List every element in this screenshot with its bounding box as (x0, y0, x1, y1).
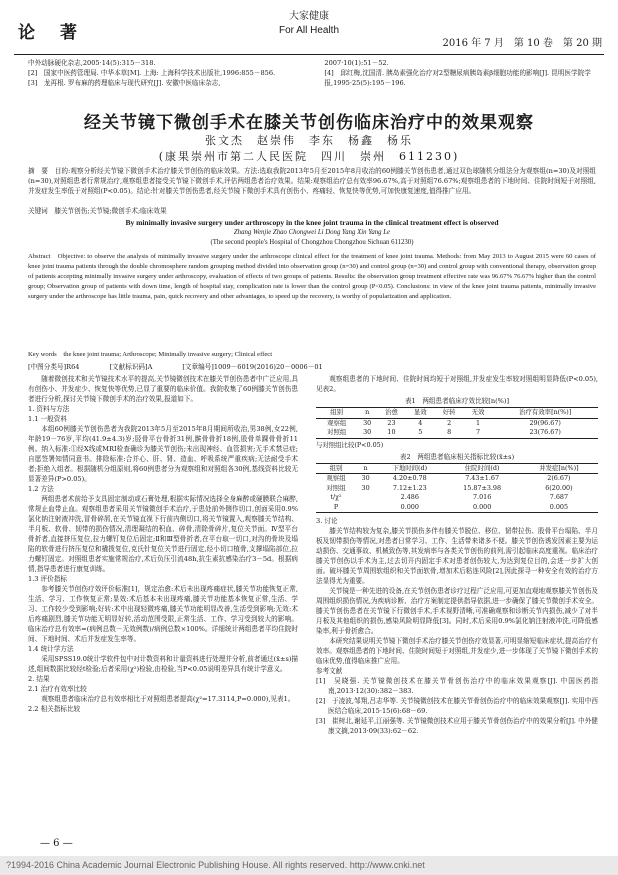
table-row (316, 418, 598, 428)
table-row (316, 503, 598, 513)
table-cell: 30 (361, 483, 370, 492)
paragraph: 膝关节结构较为复杂,膝关节损伤多伴有膝关节脱位、移位、韧带拉伤、股骨平台塌陷、半月板及韧带损伤等情况,对患者日常学习、工作、生活带来诸多不便。膝关节创伤诱发因素主要为运动损伤、交通事故、机械致伤等,其发病率与各类关节创伤的前列,需引起临床高度重视。临床治疗膝关节创伤以手术为主,过去切开内固定手术对患者创伤较大,为达到复位目的,会进一步扩大创面。破坏膝关节周围软组织和关节面软骨,增加术后粘连风险[2],因此探寻一种安全有效的治疗方法显得尤为重要。 (316, 527, 598, 585)
issue-info: 2016 年 7 月 第 10 卷 第 20 期 (442, 38, 602, 49)
section-heading: 3. 讨论 (316, 517, 338, 525)
paragraph: 参考膝关节创伤疗效评价标准[1]，规定治愈:术后未出现疼痛症状,膝关节功能恢复正常,生活、学习、工作恢复正常;显效:术后基本未出现疼痛,膝关节功能基本恢复正常,生活、学习、工作较少受到影响;好转:术中出现轻微疼痛,膝关节功能明显改善,生活受到影响;无效:术后疼痛剧烈,膝关节功能无明显好转,活动范围受限,正常生活、工作、学习受到较大的影响。临床治疗总有效率=(病例总数－无效例数)/病例总数×100%。详细统计两组患者平均住院时间、下地时间、术后并发症发生率等。 (28, 585, 298, 643)
reference-item: 2007·10(1):51－52. (324, 59, 389, 67)
table-cell: 7.687 (549, 493, 569, 501)
table-cell: 2(6.67) (547, 474, 571, 482)
section-heading: 2.2 相关指标比较 (28, 705, 81, 713)
table-cell: 7.12±1.23 (392, 483, 427, 492)
reference-item: 中外动脉硬化杂志,2005·14(5):315－318. (28, 59, 156, 67)
refs-right-column (324, 58, 598, 88)
discussion (316, 516, 598, 676)
table-header-cell: n (356, 463, 375, 474)
classification-line (28, 362, 596, 372)
table-header-cell: n (357, 408, 377, 419)
table-cell: 1 (475, 418, 481, 427)
table-header-cell: 治愈 (377, 408, 406, 419)
paragraph: 观察组患者临床治疗总有效率相比于对照组患者提高(χ²=17.3114,P=0.000),见表1。 (41, 695, 295, 703)
table1-note: 与对照组比较(P<0.05) (316, 440, 384, 449)
cnki-footer: ?1994-2016 China Academic Journal Electronic Publishing House. All rights reserved. http://www.cnki.net (0, 856, 618, 875)
table-cell: 30 (357, 428, 377, 438)
section-heading: 1. 资料与方法 (28, 405, 70, 413)
table-cell (356, 503, 375, 513)
table-cell: 30 (361, 474, 370, 482)
reference-item: [2] 国家中医药管理局. 中华本草[M]. 上海: 上海科学技术出版社,1996:855－856. (28, 69, 276, 77)
page-number: — 6 — (40, 838, 73, 849)
table-cell: 10 (377, 428, 406, 438)
table-header-cell: 住院时间(d) (444, 463, 519, 474)
table-cell: 4.20±0.78 (392, 474, 427, 482)
keywords-en: Key words the knee joint trauma; Arthroscope; Minimally invasive surgery; Clinical effect (28, 351, 273, 358)
authors: 张文杰 赵崇伟 李东 杨鑫 杨乐 (205, 134, 413, 147)
english-affiliation: (The second people's Hospital of Chongzhou Chongzhou Sichuan 611230) (210, 239, 414, 246)
table-header-cell: 无效 (464, 408, 493, 419)
section-label: 论 著 (18, 23, 81, 43)
table-cell: 0.005 (520, 503, 598, 513)
reference-item: [4] 邱红梅,沈国清. 胰岛素强化治疗对2型糖尿病胰岛素β细胞功能的影响[J]. 昆明医学院学报,1995·25(5):195－196. (324, 69, 591, 87)
classification-item: [文献标识码]A (109, 363, 153, 371)
left-column (28, 374, 298, 714)
paragraph: 本研究结果说明关节镜下微创手术治疗膝关节创伤疗效显著,可明显缩短临床症状,提高治疗有效率。观察组患者的下地时间、住院时间短于对照组,并发症少,进一步体现了关节镜下微创手术的临床优势,值得临床推广应用。 (316, 637, 598, 665)
paragraph: 两组患者术前给予支具固定制动或石膏处理,根据实际情况选择全身麻醉或硬膜联合麻醉,常规止血带止血。观察组患者采用关节镜微创手术治疗,于患处前外侧作切口,创面采用0.9%氯化钠注射液冲洗,冒骨碎屑,在关节镜直视下行前内侧切口,将关节镜置入,观察膝关节结构、半月板、软骨、韧带的损伤情况,清理凝结的积血、碎骨,清除骨碎片,复位关节面。Ⅳ型平台骨折者,直接挤压复位,拉力螺钉复位后固定;Ⅱ和Ⅲ型骨折者,在平台取一切口,对沟的骨块及塌陷的软骨进行挤压复位和撬拨复位,克氏针复位关节进行固定,经小切口植骨,支撑塌陷部位,拉力螺钉固定。对照组患者实施常规治疗,术后负压引流48h,抗生素抗感染治疗3－5d。根据病情,指导患者进行康复训练。 (28, 495, 298, 573)
page-header (14, 6, 604, 52)
reference-item: [3] 崔树北,谢延平,江丽强等. 关节镜微创技术应用于膝关节骨创伤治疗中的效果分析[J]. 中外健康文摘,2013·09(33):62－62. (316, 717, 598, 735)
table-row (316, 493, 598, 503)
table-cell (356, 493, 375, 503)
table-header-cell: 治疗有效率[n(%)] (492, 408, 598, 419)
section-heading: 1.3 评价指标 (28, 575, 67, 583)
reference-list (316, 676, 598, 736)
journal-name-cn: 大家健康 (289, 11, 329, 22)
paragraph: 关节镜是一种先进的设备,在关节创伤患者诊疗过程广泛应用,可更加直观地观察膝关节创伤及周围组织损伤情况,为疾病诊断、治疗方案制定提供指导依据,进一步确保了膝关节微创手术安全。膝关节创伤患者在关节镜下行微创手术,手术视野清晰,可准确观察和诊断关节内损伤,减少了对半月板及其他组织的损伤,感染风险明显降低[3]。同时,术后采用0.9%氯化钠注射液冲洗,可降低感染率,利于骨折愈合。 (316, 587, 598, 635)
table-cell: 8 (435, 428, 464, 438)
table-cell: 2 (447, 418, 452, 427)
classification-item: [中图分类号]R64 (28, 363, 80, 371)
table-cell: P (316, 503, 356, 513)
reference-item: [3] 龙再根. 罗布麻的药理临床与现代研究[J]. 安徽中医临床杂志, (28, 79, 221, 87)
section-heading: 参考文献 (316, 667, 343, 675)
table-cell: 观察组 (327, 418, 347, 427)
table-cell: 15.87±3.98 (463, 483, 502, 492)
table-cell: 7 (464, 428, 493, 438)
table-header-cell: 组别 (316, 408, 357, 419)
reference-item: [2] 于凌波,邹翔,吕志华等. 关节镜微创技术在膝关节骨创伤治疗中的临床效果观察[J]. 实用中西医结合临床,2015·15(6):68－69. (316, 697, 598, 715)
paragraph: 本组60例膝关节创伤患者为我院2013年5月至2015年8月期间所收治,男38例,女22例,年龄19－76岁,平均(41.9±4.3)岁;胫骨平台骨折31例,髌骨骨折18例,股骨单踝骨骨折11例。纳入标准:①经X线或MRI检查确诊为膝关节创伤;未出现神经、血管损害;无手术禁忌症;自愿签署知情同意书。排除标准:合并心、肝、肾、造血、呼吸系统严重疾病;无法耐受手术者;拒绝入组者。根据随机分组原则,将60例患者分为观察组和对照组各30例,基线资料比较无显著差异(P>0.05)。 (28, 425, 298, 483)
table-header-cell: 并发症[n(%)] (520, 463, 598, 474)
reference-item: [1] 吴晓强. 关节镜微创技术在膝关节骨创伤治疗中的临床效果观察[J]. 中国医药指南,2013·12(30):382－383. (316, 677, 598, 695)
right-intro (316, 374, 598, 394)
table-row (316, 484, 598, 494)
previous-article-references (28, 58, 598, 104)
section-heading: 2. 结果 (28, 675, 50, 683)
table-header-cell: 显效 (406, 408, 435, 419)
table-cell: 7.016 (472, 493, 492, 501)
table2 (316, 463, 598, 514)
header-rule (14, 54, 604, 55)
table-cell: 7.43±1.67 (465, 474, 500, 482)
table-cell: 对照组 (326, 483, 346, 492)
table-cell: 2.486 (400, 493, 419, 501)
section-heading: 1.4 统计学方法 (28, 645, 74, 653)
table2-caption: 表2 两组患者临床相关指标比较(x̄±s) (399, 452, 515, 461)
table-cell: 29(96.67) (529, 418, 561, 427)
table-cell: 0.000 (444, 503, 519, 513)
table-cell: t/χ² (330, 493, 342, 501)
paragraph: 随着微创技术和关节镜技术水平的提高,关节镜微创技术在膝关节创伤患者中广泛应用,具有创伤小、并发症少、恢复快等优势,已显了重要的临床价值。我院收集了60例膝关节创伤患者进行分析,探讨关节镜下微创手术的治疗效果,报道如下。 (28, 375, 298, 403)
table-cell: 0.000 (375, 503, 444, 513)
refs-left-column (28, 58, 302, 88)
table-header-cell: 组别 (316, 463, 356, 474)
journal-name-en: For All Health (278, 25, 340, 36)
section-heading: 1.2 方法 (28, 485, 54, 493)
table-row (316, 428, 598, 438)
table1 (316, 407, 598, 439)
section-heading: 2.1 治疗有效率比较 (28, 685, 87, 693)
abstract-cn: 摘 要 目的:观察分析经关节镜下微创手术治疗膝关节创伤的临床效果。方法:选取我院2013年5月至2015年8月收治的60例膝关节创伤患者,通过双色球随机分组法分为观察组(n=30)及对照组(n=30),对照组患者行常规治疗,观察组患者接受关节镜下微创手术,评估两组患者治疗效果。结果:观察组治疗总有效率96.67%,高于对照组76.67%;观察组患者的下地时间、住院时间短于对照组,并发症发生率低于对照组(P<0.05)。结论:针对膝关节创伤患者,经关节镜下微创手术具有创伤小、疼痛轻、恢复快等优势,可加快康复速度,值得推广应用。 (28, 167, 596, 195)
abstract-en: Abstract Objective: to observe the analysis of minimally invasive surgery under the arthroscope clinical effect for the treatment of knee joint trauma. Methods: from May 2013 to August 2015 were 60 cases of knee joint trauma patients through the double chromosphere random grouping method divided into observation group (n=30) and control group (n=30) and control group with conventional therapy, observation group of patients accepting minimally invasive surgery under arthroscopy, evaluation of effects of two groups of patients. Results: the observation group treatment effective rate was 96.67% 76.67% higher than the control group; Observation group of patients with down time, length of hospital stay, complication rate is lower than the control group (P<0.05). Conclusions: in view of the knee joint trauma patients, minimally invasive surgery under the arthroscope has little trauma, pain, quick recovery and other advantages, to speed up the recovery, is worthy of popularization and application. (28, 253, 596, 300)
table-row (316, 474, 598, 484)
table-cell: 5 (406, 428, 435, 438)
english-authors: Zhang Wenjie Zhao Chongwei Li Dong Yang Xin Yang Le (233, 229, 391, 236)
table-header-cell: 下地时间(d) (375, 463, 444, 474)
section-heading: 1.1 一般资料 (28, 415, 67, 423)
english-title: By minimally invasive surgery under arthroscopy in the knee joint trauma in the clinical treatment effect is observed (125, 218, 499, 227)
table-cell: 23 (387, 418, 396, 427)
right-column (316, 374, 598, 736)
classification-item: [文章编号]1009－6019(2016)20－0006－01 (182, 363, 323, 371)
article-title: 经关节镜下微创手术在膝关节创伤临床治疗中的效果观察 (84, 113, 534, 133)
keywords-cn: 关键词 膝关节创伤;关节镜;微创手术;临床效果 (28, 207, 167, 215)
table-cell: 4 (418, 418, 423, 427)
affiliation: (康果崇州市第二人民医院 四川 崇州 611230) (158, 150, 460, 163)
paragraph: 观察组患者的下地时间、住院时间均短于对照组,并发症发生率较对照组明显降低(P<0.05),见表2。 (316, 375, 598, 393)
table-cell: 观察组 (326, 474, 346, 482)
table-header-cell: 好转 (435, 408, 464, 419)
table-cell: 23(76.67) (492, 428, 598, 438)
table-cell: 6(20.00) (545, 483, 573, 492)
paragraph: 采用SPSS19.0统计学软件包中对计数资料和计量资料进行处理并分析,前者通过(x̄±s)描述,组间数据比较经t检验;后者采用(χ²)检验,由检验,当P<0.05说明差异具有统计学意义。 (28, 655, 299, 673)
table1-caption: 表1 两组患者临床疗效比较[n(%)] (404, 397, 510, 405)
table-cell: 30 (363, 418, 372, 427)
table-cell: 对照组 (316, 428, 357, 438)
